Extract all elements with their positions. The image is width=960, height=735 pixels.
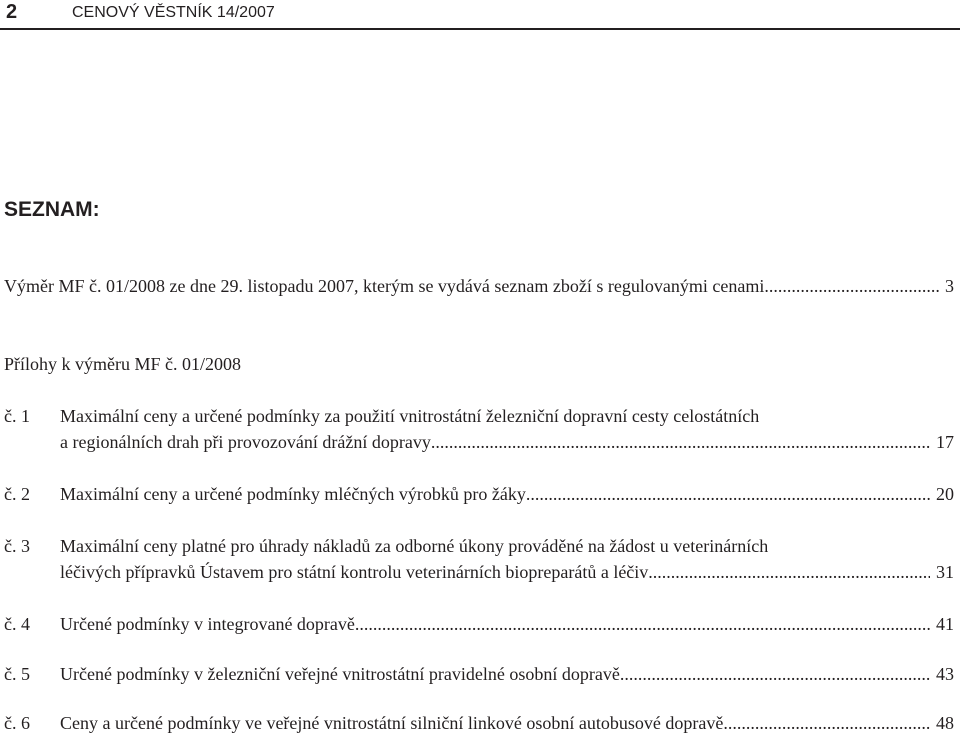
entry-title-line: Ceny a určené podmínky ve veřejné vnitrostátní silniční linkové osobní autobusové dopravě ..... 48 — [60, 711, 954, 735]
decree-entry — [4, 274, 954, 298]
section-title: SEZNAM: — [4, 198, 100, 221]
dot-leader — [431, 430, 930, 454]
entry-page: 31 — [936, 562, 954, 582]
entry-page: 48 — [936, 713, 954, 733]
entry-page: 20 — [936, 484, 954, 504]
entry-number: č. 1 — [4, 406, 30, 426]
attachments-heading: Přílohy k výměru MF č. 01/2008 — [4, 354, 241, 374]
entry-number: č. 4 — [4, 614, 30, 634]
entry-title-line: Určené podmínky v integrované dopravě ..... 41 — [60, 612, 954, 636]
entry-title-line: Určené podmínky v železniční veřejné vnitrostátní pravidelné osobní dopravě ..... 43 — [60, 662, 954, 686]
header-rule — [0, 28, 960, 30]
entry-number: č. 2 — [4, 484, 30, 504]
entry-title-line: Maximální ceny platné pro úhrady nákladů za odborné úkony prováděné na žádost u veterinárních — [60, 536, 769, 556]
dot-leader — [648, 560, 930, 584]
dot-leader — [620, 662, 930, 686]
entry-title-line: léčivých přípravků Ústavem pro státní kontrolu veterinárních biopreparátů a léčiv ..... 31 — [60, 560, 954, 584]
dot-leader — [764, 274, 939, 298]
entry-number: č. 3 — [4, 536, 30, 556]
entry-title-line: Maximální ceny a určené podmínky mléčných výrobků pro žáky ..... 20 — [60, 482, 954, 506]
dot-leader — [526, 482, 930, 506]
page-header — [0, 0, 960, 30]
entry-title-line: Maximální ceny a určené podmínky za použití vnitrostátní železniční dopravní cesty celostátních — [60, 406, 760, 426]
entry-page: 41 — [936, 614, 954, 634]
decree-text: Výměr MF č. 01/2008 ze dne 29. listopadu 2007, kterým se vydává seznam zboží s regulovanými cenami — [4, 276, 765, 296]
entry-page: 17 — [936, 432, 954, 452]
entry-page: 43 — [936, 664, 954, 684]
entry-number: č. 6 — [4, 713, 30, 733]
decree-page: 3 — [945, 276, 954, 296]
dot-leader — [355, 612, 930, 636]
page-number: 2 — [6, 1, 18, 23]
dot-leader — [723, 711, 930, 735]
journal-title: CENOVÝ VĚSTNÍK 14/2007 — [72, 4, 275, 21]
entry-number: č. 5 — [4, 664, 30, 684]
entry-title-line: a regionálních drah při provozování drážní dopravy ..... 17 — [60, 430, 954, 454]
